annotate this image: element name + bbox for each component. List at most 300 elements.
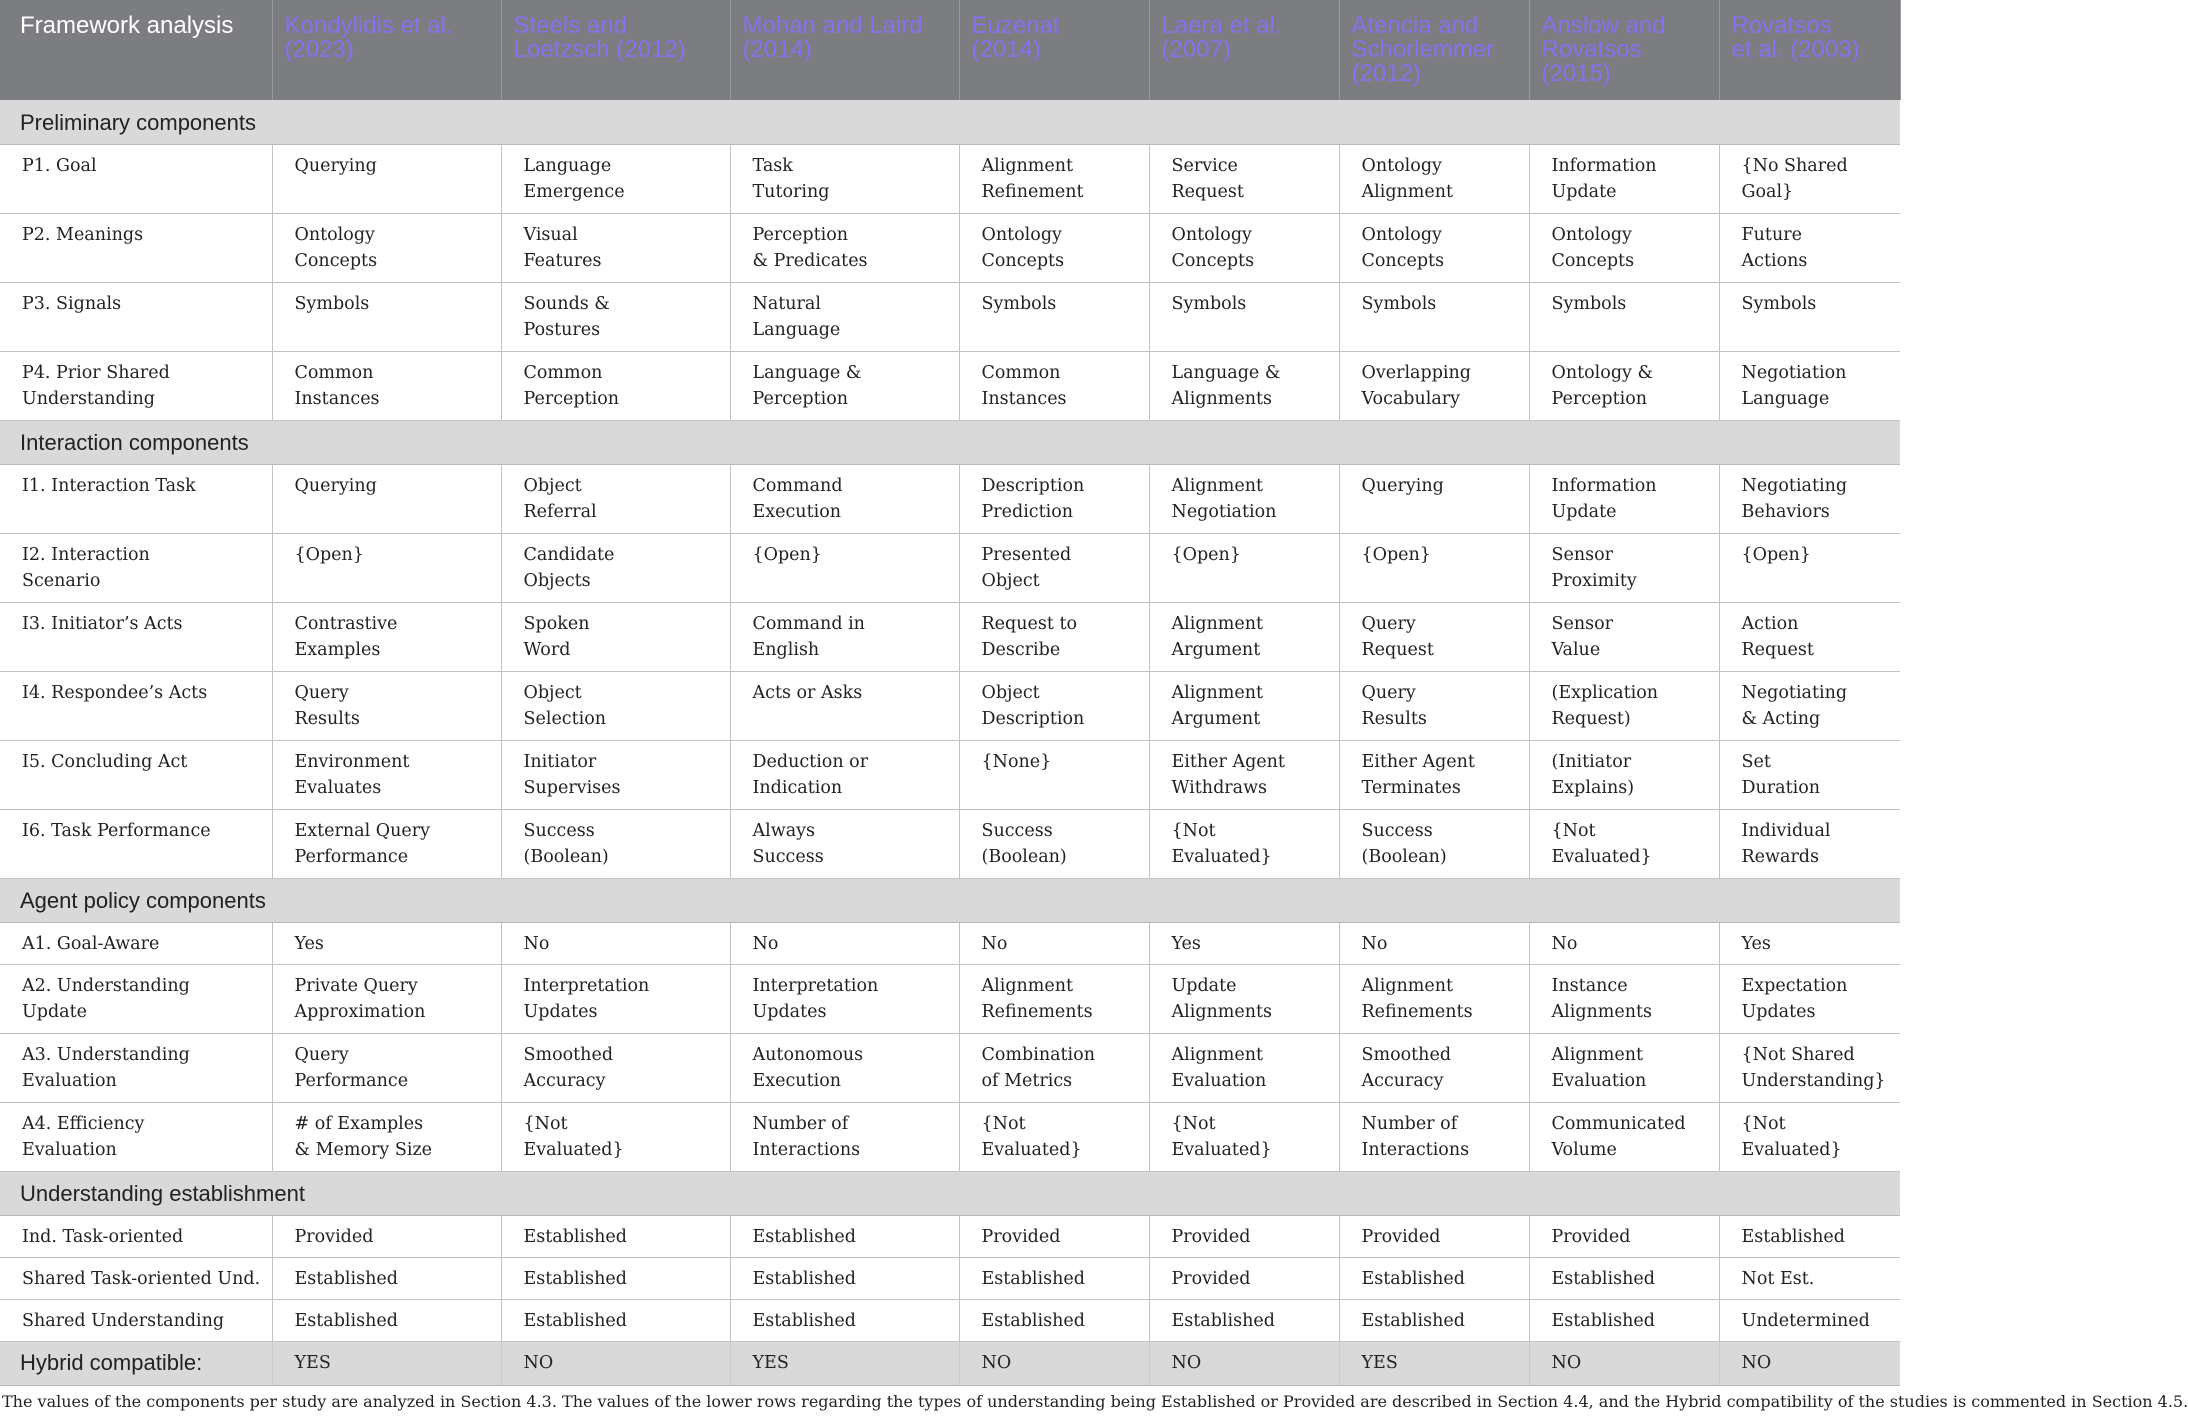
study-header-3[interactable] xyxy=(730,0,959,100)
cell-text-line: Updates xyxy=(1741,1001,1816,1022)
cell-text-line: Evaluation xyxy=(1551,1070,1647,1091)
cell-text-line: Features xyxy=(523,250,602,271)
cell-text-line: (Boolean) xyxy=(1361,846,1447,867)
table-cell xyxy=(959,671,1149,740)
table-body xyxy=(0,100,1900,1385)
row-label xyxy=(0,1215,272,1257)
table-row xyxy=(0,213,1900,282)
table-cell xyxy=(1719,740,1900,809)
table-cell xyxy=(959,602,1149,671)
table-cell xyxy=(272,1299,501,1341)
table-cell xyxy=(272,533,501,602)
table-row xyxy=(0,1033,1900,1102)
cell-text-line: Querying xyxy=(294,155,377,176)
cell-text-line: Alignment xyxy=(1361,181,1454,202)
table-cell xyxy=(272,144,501,213)
cell-text-line: Success xyxy=(523,820,595,841)
cell-text-line: Task xyxy=(752,155,793,176)
study-header-line: (2023) xyxy=(284,36,354,63)
table-cell xyxy=(1339,464,1529,533)
table-row xyxy=(0,964,1900,1033)
table-cell xyxy=(272,1215,501,1257)
cell-text-line: Supervises xyxy=(523,777,621,798)
table-cell xyxy=(1149,602,1339,671)
cell-text-line: No xyxy=(1551,933,1578,954)
table-cell xyxy=(1719,1257,1900,1299)
study-header-line: Atencia and xyxy=(1351,12,1479,39)
cell-text-line: Provided xyxy=(294,1226,374,1247)
cell-text-line: Tutoring xyxy=(752,181,830,202)
cell-text-line: Objects xyxy=(523,570,591,591)
study-header-2[interactable] xyxy=(501,0,730,100)
cell-text-line: Concepts xyxy=(981,250,1065,271)
table-cell xyxy=(730,964,959,1033)
table-caption: The values of the components per study are analyzed in Section 4.3. The values of the lower rows regarding the types of understanding being Established or Provided are described in Section 4.4, and the Hybrid compatibility of the studies is commented in Section 4.5. xyxy=(2,1392,2188,1411)
study-header-line: (2014) xyxy=(971,36,1041,63)
section-title: Understanding establishment xyxy=(0,1171,1900,1215)
cell-text-line: Acts or Asks xyxy=(752,682,863,703)
cell-text-line: Negotiating xyxy=(1741,475,1848,496)
cell-text-line: # of Examples xyxy=(294,1113,424,1134)
cell-text-line: Negotiation xyxy=(1171,501,1277,522)
row-label xyxy=(0,1257,272,1299)
cell-text-line: (Boolean) xyxy=(981,846,1067,867)
row-label xyxy=(0,351,272,420)
cell-text-line: I1. Interaction Task xyxy=(22,475,196,496)
study-header-line: Rovatsos xyxy=(1731,12,1832,39)
cell-text-line: Alignment xyxy=(1361,975,1454,996)
row-label xyxy=(0,671,272,740)
cell-text-line: Request xyxy=(1361,639,1434,660)
table-cell xyxy=(1339,671,1529,740)
table-cell xyxy=(1339,1299,1529,1341)
cell-text-line: & Memory Size xyxy=(294,1139,433,1160)
cell-text-line: Spoken xyxy=(523,613,590,634)
table-cell xyxy=(1149,740,1339,809)
cell-text-line: Performance xyxy=(294,846,409,867)
cell-text-line: I4. Respondee’s Acts xyxy=(22,682,208,703)
cell-text-line: Alignment xyxy=(981,155,1074,176)
cell-text-line: Approximation xyxy=(294,1001,426,1022)
row-label xyxy=(0,964,272,1033)
table-cell xyxy=(272,740,501,809)
cell-text-line: Individual xyxy=(1741,820,1831,841)
cell-text-line: Evaluated} xyxy=(1741,1139,1842,1160)
cell-text-line: Symbols xyxy=(1171,293,1247,314)
cell-text-line: Withdraws xyxy=(1171,777,1268,798)
cell-text-line: Object xyxy=(523,682,582,703)
cell-text-line: Evaluated} xyxy=(523,1139,624,1160)
table-row xyxy=(0,144,1900,213)
cell-text-line: Common xyxy=(523,362,603,383)
cell-text-line: Value xyxy=(1551,639,1601,660)
table-row xyxy=(0,282,1900,351)
row-label xyxy=(0,282,272,351)
cell-text-line: Understanding} xyxy=(1741,1070,1886,1091)
table-cell xyxy=(272,1102,501,1171)
study-header-1[interactable] xyxy=(272,0,501,100)
section-header-interaction-components xyxy=(0,420,1900,464)
cell-text-line: Initiator xyxy=(523,751,597,772)
table-cell xyxy=(959,1033,1149,1102)
table-cell xyxy=(959,533,1149,602)
cell-text-line: English xyxy=(752,639,820,660)
cell-text-line: Postures xyxy=(523,319,601,340)
cell-text-line: Execution xyxy=(752,1070,842,1091)
cell-text-line: Ontology xyxy=(1361,155,1442,176)
cell-text-line: Established xyxy=(1741,1226,1845,1247)
study-header-line: (2015) xyxy=(1541,60,1611,87)
cell-text-line: Proximity xyxy=(1551,570,1637,591)
cell-text-line: Concepts xyxy=(294,250,378,271)
cell-text-line: Common xyxy=(294,362,374,383)
cell-text-line: Service xyxy=(1171,155,1238,176)
hybrid-compatible-label: Hybrid compatible: xyxy=(0,1341,272,1385)
table-cell xyxy=(272,809,501,878)
cell-text-line: Provided xyxy=(1171,1268,1251,1289)
cell-text-line: Concepts xyxy=(1171,250,1255,271)
table-cell xyxy=(959,213,1149,282)
table-cell xyxy=(1339,922,1529,964)
cell-text-line: Execution xyxy=(752,501,842,522)
cell-text-line: Symbols xyxy=(1551,293,1627,314)
cell-text-line: Explains) xyxy=(1551,777,1635,798)
cell-text-line: Established xyxy=(1361,1268,1465,1289)
cell-text-line: Evaluation xyxy=(1171,1070,1267,1091)
table-cell xyxy=(1529,1102,1719,1171)
table-cell xyxy=(1529,282,1719,351)
table-cell xyxy=(501,144,730,213)
cell-text-line: No xyxy=(752,933,779,954)
cell-text-line: Update xyxy=(22,1001,87,1022)
cell-text-line: Object xyxy=(981,682,1040,703)
table-cell xyxy=(730,144,959,213)
cell-text-line: Established xyxy=(1551,1268,1655,1289)
table-cell xyxy=(1529,1299,1719,1341)
table-cell xyxy=(730,602,959,671)
table-cell xyxy=(501,464,730,533)
cell-text-line: Number of xyxy=(1361,1113,1458,1134)
cell-text-line: P2. Meanings xyxy=(22,224,144,245)
table-cell xyxy=(959,464,1149,533)
hybrid-compatible-value: NO xyxy=(501,1341,730,1385)
hybrid-compatible-value: YES xyxy=(1339,1341,1529,1385)
cell-text-line: Established xyxy=(294,1268,398,1289)
cell-text-line: Ontology xyxy=(294,224,375,245)
cell-text-line: (Boolean) xyxy=(523,846,609,867)
cell-text-line: Command xyxy=(752,475,843,496)
cell-text-line: I3. Initiator’s Acts xyxy=(22,613,183,634)
table-cell xyxy=(1339,740,1529,809)
table-cell xyxy=(1339,144,1529,213)
table-cell xyxy=(1339,602,1529,671)
cell-text-line: Query xyxy=(1361,682,1416,703)
table-cell xyxy=(501,1257,730,1299)
cell-text-line: Description xyxy=(981,475,1085,496)
table-cell xyxy=(1339,351,1529,420)
section-title: Agent policy components xyxy=(0,878,1900,922)
cell-text-line: Symbols xyxy=(1361,293,1437,314)
cell-text-line: Either Agent xyxy=(1171,751,1285,772)
cell-text-line: A1. Goal-Aware xyxy=(22,933,160,954)
cell-text-line: Negotiating xyxy=(1741,682,1848,703)
table-cell xyxy=(272,213,501,282)
table-cell xyxy=(730,282,959,351)
table-cell xyxy=(959,1257,1149,1299)
cell-text-line: Indication xyxy=(752,777,843,798)
study-header-8[interactable] xyxy=(1719,0,1900,100)
cell-text-line: Request xyxy=(1171,181,1244,202)
table-cell xyxy=(1149,282,1339,351)
cell-text-line: Information xyxy=(1551,475,1657,496)
cell-text-line: Request to xyxy=(981,613,1078,634)
table-cell xyxy=(1719,282,1900,351)
table-cell xyxy=(1529,144,1719,213)
cell-text-line: A2. Understanding xyxy=(22,975,190,996)
cell-text-line: Language & xyxy=(752,362,862,383)
cell-text-line: Alignment xyxy=(1551,1044,1644,1065)
cell-text-line: Scenario xyxy=(22,570,101,591)
table-cell xyxy=(1149,533,1339,602)
table-cell xyxy=(1149,464,1339,533)
section-header-understanding-establishment xyxy=(0,1171,1900,1215)
cell-text-line: Refinements xyxy=(981,1001,1093,1022)
study-header-line: Loetzsch (2012) xyxy=(513,36,686,63)
table-cell xyxy=(959,1299,1149,1341)
table-cell xyxy=(1149,809,1339,878)
table-cell xyxy=(1719,1215,1900,1257)
table-cell xyxy=(1529,533,1719,602)
table-cell xyxy=(959,964,1149,1033)
table-cell xyxy=(501,809,730,878)
table-cell xyxy=(1719,671,1900,740)
cell-text-line: Actions xyxy=(1741,250,1808,271)
table-cell xyxy=(1339,213,1529,282)
study-header-line: Euzenat xyxy=(971,12,1060,39)
cell-text-line: Alignment xyxy=(1171,613,1264,634)
study-header-line: et al. (2003) xyxy=(1731,36,1860,63)
section-header-preliminary-components xyxy=(0,100,1900,144)
table-cell xyxy=(959,1102,1149,1171)
study-header-4[interactable] xyxy=(959,0,1149,100)
cell-text-line: {Not xyxy=(1171,1113,1216,1134)
cell-text-line: Describe xyxy=(981,639,1061,660)
cell-text-line: Provided xyxy=(1361,1226,1441,1247)
table-cell xyxy=(730,351,959,420)
cell-text-line: Established xyxy=(1171,1310,1275,1331)
section-header-agent-policy-components xyxy=(0,878,1900,922)
cell-text-line: I2. Interaction xyxy=(22,544,150,565)
cell-text-line: Established xyxy=(981,1310,1085,1331)
hybrid-compatible-value: NO xyxy=(959,1341,1149,1385)
table-cell xyxy=(1719,922,1900,964)
hybrid-compatible-value: NO xyxy=(1719,1341,1900,1385)
header-corner-label: Framework analysis xyxy=(0,0,272,100)
cell-text-line: Success xyxy=(981,820,1053,841)
table-cell xyxy=(501,533,730,602)
table-cell xyxy=(1149,922,1339,964)
cell-text-line: Yes xyxy=(1741,933,1771,954)
table-cell xyxy=(730,1299,959,1341)
cell-text-line: Perception xyxy=(752,388,849,409)
cell-text-line: Established xyxy=(523,1268,627,1289)
cell-text-line: Perception xyxy=(1551,388,1648,409)
cell-text-line: Private Query xyxy=(294,975,418,996)
cell-text-line: Concepts xyxy=(1361,250,1445,271)
cell-text-line: Performance xyxy=(294,1070,409,1091)
cell-text-line: A3. Understanding xyxy=(22,1044,190,1065)
cell-text-line: Updates xyxy=(752,1001,827,1022)
row-label xyxy=(0,144,272,213)
table-cell xyxy=(272,351,501,420)
table-cell xyxy=(1339,964,1529,1033)
table-cell xyxy=(501,1033,730,1102)
cell-text-line: Not Est. xyxy=(1741,1268,1815,1289)
study-header-line: Rovatsos xyxy=(1541,36,1642,63)
table-cell xyxy=(1339,1033,1529,1102)
cell-text-line: Sensor xyxy=(1551,544,1613,565)
cell-text-line: Smoothed xyxy=(1361,1044,1452,1065)
study-header-6[interactable] xyxy=(1339,0,1529,100)
table-cell xyxy=(272,922,501,964)
study-header-5[interactable] xyxy=(1149,0,1339,100)
cell-text-line: Duration xyxy=(1741,777,1821,798)
cell-text-line: Set xyxy=(1741,751,1771,772)
table-row xyxy=(0,671,1900,740)
table-cell xyxy=(1339,1215,1529,1257)
section-title: Interaction components xyxy=(0,420,1900,464)
study-header-line: Kondylidis et al. xyxy=(284,12,453,39)
cell-text-line: I6. Task Performance xyxy=(22,820,211,841)
table-cell xyxy=(1719,351,1900,420)
table-cell xyxy=(1529,964,1719,1033)
table-row xyxy=(0,602,1900,671)
table-cell xyxy=(1529,922,1719,964)
row-label xyxy=(0,809,272,878)
cell-text-line: {Open} xyxy=(294,544,364,565)
table-row xyxy=(0,1257,1900,1299)
cell-text-line: Symbols xyxy=(294,293,370,314)
table-cell xyxy=(1719,809,1900,878)
table-row xyxy=(0,1215,1900,1257)
table-cell xyxy=(1529,1215,1719,1257)
table-cell xyxy=(1719,213,1900,282)
cell-text-line: Shared Task-oriented Und. xyxy=(22,1268,261,1289)
cell-text-line: Instances xyxy=(294,388,380,409)
cell-text-line: Interpretation xyxy=(752,975,879,996)
cell-text-line: Query xyxy=(294,1044,349,1065)
table-row xyxy=(0,1102,1900,1171)
cell-text-line: No xyxy=(1361,933,1388,954)
table-cell xyxy=(1149,1299,1339,1341)
cell-text-line: Ontology xyxy=(1551,224,1632,245)
cell-text-line: {None} xyxy=(981,751,1052,772)
cell-text-line: Accuracy xyxy=(523,1070,606,1091)
cell-text-line: P1. Goal xyxy=(22,155,97,176)
table-cell xyxy=(1719,602,1900,671)
cell-text-line: Description xyxy=(981,708,1085,729)
cell-text-line: {Not xyxy=(1551,820,1596,841)
cell-text-line: Action xyxy=(1741,613,1799,634)
cell-text-line: Selection xyxy=(523,708,607,729)
table-cell xyxy=(1339,1102,1529,1171)
cell-text-line: Evaluated} xyxy=(1171,846,1272,867)
cell-text-line: {Open} xyxy=(752,544,822,565)
cell-text-line: Presented xyxy=(981,544,1072,565)
table-cell xyxy=(501,671,730,740)
cell-text-line: I5. Concluding Act xyxy=(22,751,188,772)
cell-text-line: Evaluated} xyxy=(981,1139,1082,1160)
cell-text-line: Success xyxy=(1361,820,1433,841)
cell-text-line: Provided xyxy=(1171,1226,1251,1247)
table-cell xyxy=(272,1257,501,1299)
cell-text-line: & Acting xyxy=(1741,708,1821,729)
cell-text-line: Referral xyxy=(523,501,597,522)
cell-text-line: P3. Signals xyxy=(22,293,122,314)
cell-text-line: {Open} xyxy=(1171,544,1241,565)
cell-text-line: Evaluates xyxy=(294,777,382,798)
table-cell xyxy=(1529,740,1719,809)
cell-text-line: Symbols xyxy=(1741,293,1817,314)
table-cell xyxy=(1149,964,1339,1033)
table-cell xyxy=(730,533,959,602)
cell-text-line: Overlapping xyxy=(1361,362,1471,383)
cell-text-line: Vocabulary xyxy=(1361,388,1461,409)
cell-text-line: Evaluated} xyxy=(1171,1139,1272,1160)
table-cell xyxy=(272,282,501,351)
cell-text-line: Instances xyxy=(981,388,1067,409)
table-cell xyxy=(730,1257,959,1299)
cell-text-line: {Open} xyxy=(1741,544,1811,565)
table-cell xyxy=(1529,464,1719,533)
cell-text-line: Yes xyxy=(294,933,324,954)
cell-text-line: Instance xyxy=(1551,975,1628,996)
cell-text-line: Alignments xyxy=(1551,1001,1653,1022)
table-row xyxy=(0,922,1900,964)
study-header-line: Steels and xyxy=(513,12,627,39)
table-row xyxy=(0,533,1900,602)
cell-text-line: Interactions xyxy=(1361,1139,1470,1160)
cell-text-line: Alignments xyxy=(1171,388,1273,409)
table-cell xyxy=(1719,964,1900,1033)
cell-text-line: Results xyxy=(1361,708,1427,729)
cell-text-line: Perception xyxy=(523,388,620,409)
table-cell xyxy=(730,1033,959,1102)
cell-text-line: Argument xyxy=(1171,708,1261,729)
table-cell xyxy=(501,740,730,809)
cell-text-line: {Not Shared xyxy=(1741,1044,1855,1065)
cell-text-line: Refinements xyxy=(1361,1001,1473,1022)
hybrid-compatible-value: YES xyxy=(272,1341,501,1385)
table-cell xyxy=(1149,213,1339,282)
table-cell xyxy=(501,922,730,964)
cell-text-line: Information xyxy=(1551,155,1657,176)
table-cell xyxy=(501,602,730,671)
cell-text-line: Perception xyxy=(752,224,849,245)
cell-text-line: Shared Understanding xyxy=(22,1310,225,1331)
cell-text-line: Alignment xyxy=(1171,682,1264,703)
table-cell xyxy=(272,671,501,740)
cell-text-line: Established xyxy=(1551,1310,1655,1331)
study-header-7[interactable] xyxy=(1529,0,1719,100)
cell-text-line: Alignments xyxy=(1171,1001,1273,1022)
row-label xyxy=(0,1299,272,1341)
cell-text-line: Request) xyxy=(1551,708,1631,729)
study-header-line: (2007) xyxy=(1161,36,1231,63)
cell-text-line: Sensor xyxy=(1551,613,1613,634)
cell-text-line: Request xyxy=(1741,639,1814,660)
table-cell xyxy=(730,922,959,964)
